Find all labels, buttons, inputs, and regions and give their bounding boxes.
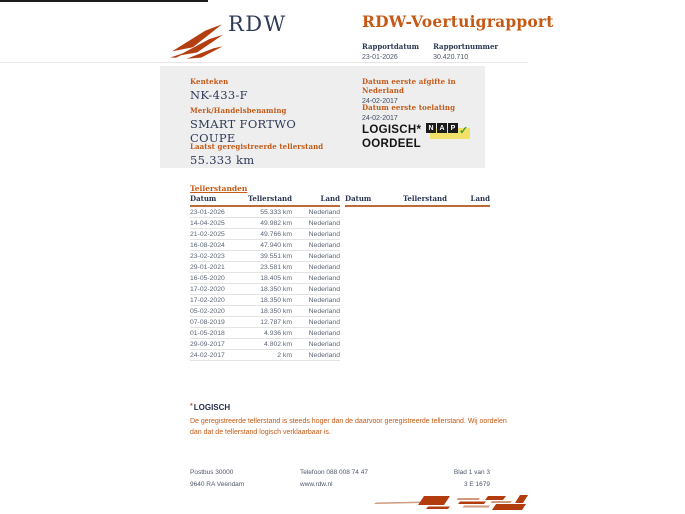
cell-tellerstand: 55.333 km <box>260 208 292 216</box>
table-row <box>190 350 340 361</box>
cell-land: Nederland <box>308 340 340 348</box>
report-number-label: Rapportnummer <box>433 42 499 51</box>
report-number-value: 30.420.710 <box>433 54 469 61</box>
cell-tellerstand: 4.936 km <box>264 329 292 337</box>
merk-label: Merk/Handelsbenaming <box>190 106 287 115</box>
nap-oordeel <box>362 123 421 151</box>
table-header <box>345 194 490 207</box>
cell-land: Nederland <box>308 230 340 238</box>
cell-land: Nederland <box>308 274 340 282</box>
footer-contact <box>300 469 420 493</box>
cell-tellerstand: 2 km <box>277 351 292 359</box>
table-row <box>190 284 340 295</box>
col-land: Land <box>320 194 340 203</box>
table-row <box>190 328 340 339</box>
header-divider <box>0 62 528 63</box>
cell-land: Nederland <box>308 285 340 293</box>
kenteken-value: NK-433-F <box>190 88 248 102</box>
footer-website: www.rdw.nl <box>300 481 333 488</box>
kenteken-label: Kenteken <box>190 77 229 86</box>
eerste-afgifte-label: Datum eerste afgifte in Nederland <box>362 77 456 95</box>
meter-readings-body <box>190 207 340 361</box>
cell-tellerstand: 18.350 km <box>260 296 292 304</box>
nap-logo-icon <box>426 122 472 140</box>
cell-tellerstand: 18.350 km <box>260 307 292 315</box>
footer-postbus: Postbus 30000 <box>190 469 234 476</box>
cell-land: Nederland <box>308 252 340 260</box>
col-land: Land <box>470 194 490 203</box>
table-row <box>190 240 340 251</box>
cell-land: Nederland <box>308 307 340 315</box>
cell-land: Nederland <box>308 318 340 326</box>
cell-land: Nederland <box>308 263 340 271</box>
rdw-logo-text: RDW <box>228 12 287 36</box>
footer-phone: Telefoon 088 008 74 47 <box>300 469 368 476</box>
table-row <box>190 273 340 284</box>
cell-tellerstand: 4.802 km <box>264 340 292 348</box>
eerste-toelating-label: Datum eerste toelating <box>362 103 456 112</box>
report-header <box>362 12 562 61</box>
cell-datum: 24-02-2017 <box>190 351 225 359</box>
col-tellerstand: Tellerstand <box>247 194 292 203</box>
report-title: RDW-Voertuigrapport <box>362 12 554 31</box>
cell-land: Nederland <box>308 329 340 337</box>
tellerstanden-tables <box>190 194 490 361</box>
cell-tellerstand: 18.350 km <box>260 285 292 293</box>
report-date-label: Rapportdatum <box>362 42 420 51</box>
rdw-logo <box>170 8 287 60</box>
laatste-tellerstand-label: Laatst geregistreerde tellerstand <box>190 142 324 151</box>
col-tellerstand: Tellerstand <box>402 194 447 203</box>
report-number <box>433 42 498 61</box>
table-row <box>190 229 340 240</box>
cell-land: Nederland <box>308 351 340 359</box>
cell-datum: 23-02-2023 <box>190 252 225 260</box>
laatste-tellerstand-value: 55.333 km <box>190 153 255 167</box>
table-header <box>190 194 340 207</box>
footer-address <box>190 469 300 493</box>
eerste-toelating-value: 24-02-2017 <box>362 115 398 122</box>
table-row <box>190 262 340 273</box>
cell-datum: 16-08-2024 <box>190 241 225 249</box>
rdw-wing-icon <box>170 20 224 60</box>
col-datum: Datum <box>190 194 217 203</box>
nap-letter-a: A <box>437 123 447 133</box>
tellerstanden-table-right <box>345 194 490 361</box>
cell-tellerstand: 23.581 km <box>260 263 292 271</box>
merk-value: SMART FORTWO COUPE <box>190 117 297 145</box>
decorative-stripes-graphic <box>368 493 528 512</box>
report-meta <box>362 42 562 61</box>
footnote-asterisk: * <box>190 403 193 410</box>
cell-datum: 23-01-2026 <box>190 208 225 216</box>
top-border-line <box>0 0 208 2</box>
cell-datum: 21-02-2025 <box>190 230 225 238</box>
cell-tellerstand: 12.787 km <box>260 318 292 326</box>
report-date-value: 23-01-2026 <box>362 54 398 61</box>
cell-land: Nederland <box>308 219 340 227</box>
nap-checkmark-icon: ✓ <box>459 125 469 137</box>
cell-tellerstand: 18.405 km <box>260 274 292 282</box>
footnote-title <box>190 403 520 412</box>
cell-datum: 16-05-2020 <box>190 274 225 282</box>
footer-page-indicator: Blad 1 van 3 <box>453 469 490 476</box>
cell-tellerstand: 39.551 km <box>260 252 292 260</box>
cell-datum: 14-04-2025 <box>190 219 225 227</box>
table-row <box>190 218 340 229</box>
cell-datum: 29-01-2021 <box>190 263 225 271</box>
report-date <box>362 42 419 61</box>
table-row <box>190 251 340 262</box>
cell-tellerstand: 49.766 km <box>260 230 292 238</box>
cell-tellerstand: 47.940 km <box>260 241 292 249</box>
table-row <box>190 317 340 328</box>
eerste-afgifte-value: 24-02-2017 <box>362 98 398 105</box>
cell-tellerstand: 49.982 km <box>260 219 292 227</box>
table-row <box>190 295 340 306</box>
cell-datum: 01-05-2018 <box>190 329 225 337</box>
cell-datum: 07-08-2019 <box>190 318 225 326</box>
tellerstanden-section-title: Tellerstanden <box>190 184 248 193</box>
nap-letter-p: P <box>448 123 458 133</box>
cell-datum: 05-02-2020 <box>190 307 225 315</box>
footnote-title-text: LOGISCH <box>193 403 231 412</box>
nap-letter-n: N <box>426 123 436 133</box>
cell-datum: 29-09-2017 <box>190 340 225 348</box>
col-datum: Datum <box>345 194 372 203</box>
cell-datum: 17-02-2020 <box>190 296 225 304</box>
cell-land: Nederland <box>308 296 340 304</box>
cell-datum: 17-02-2020 <box>190 285 225 293</box>
footer-city: 9640 RA Veendam <box>190 481 245 488</box>
page-footer <box>190 469 490 493</box>
table-row <box>190 339 340 350</box>
oordeel-line2: OORDEEL <box>362 138 421 150</box>
vehicle-summary-panel <box>160 66 485 168</box>
cell-land: Nederland <box>308 208 340 216</box>
table-row <box>190 207 340 218</box>
cell-land: Nederland <box>308 241 340 249</box>
footer-paging <box>420 469 490 493</box>
table-row <box>190 306 340 317</box>
footnote-text: De geregistreerde tellerstand is steeds hoger dan de daarvoor geregistreerde tellerstand. Wij oordelen dan dat de tellerstand logisch verklaarbaar is. <box>190 418 507 436</box>
footer-form-code: 3 E 1679 <box>463 481 490 488</box>
oordeel-line1: LOGISCH* <box>362 124 422 136</box>
logisch-footnote <box>190 403 520 438</box>
tellerstanden-table-left <box>190 194 340 361</box>
